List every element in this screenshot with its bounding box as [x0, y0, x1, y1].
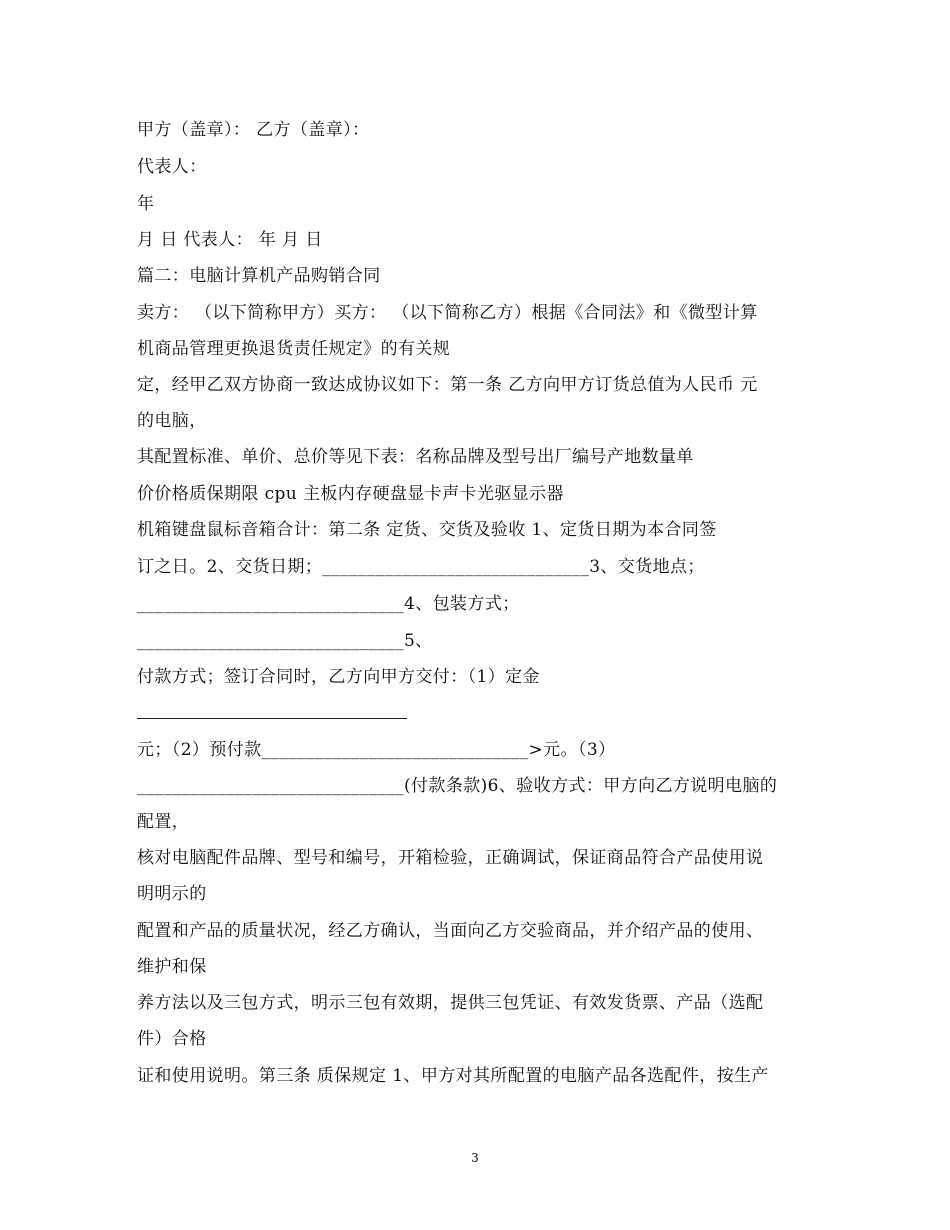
blank-underline — [137, 718, 407, 719]
text-line: 维护和保 — [137, 957, 207, 977]
text-line: 定，经甲乙双方协商一致达成协议如下：第一条 乙方向甲方订货总值为人民币 元 — [137, 375, 758, 395]
text-line: 篇二：电脑计算机产品购销合同 — [137, 266, 381, 286]
text-line: 甲方（盖章）： 乙方（盖章）： — [137, 120, 370, 140]
text-line: 明明示的 — [137, 884, 207, 904]
text-line: ______________________________5、 — [137, 631, 433, 651]
text-line: ______________________________4、包装方式； — [137, 594, 520, 614]
text-line: 年 — [137, 194, 155, 214]
text-line: 卖方： （以下简称甲方）买方： （以下简称乙方）根据《合同法》和《微型计算 — [137, 303, 758, 323]
text-line: 其配置标准、单价、总价等见下表：名称品牌及型号出厂编号产地数量单 — [137, 447, 694, 467]
text-line: 配置和产品的质量状况，经乙方确认，当面向乙方交验商品，并介绍产品的使用、 — [137, 921, 764, 941]
text-line: 的电脑， — [137, 411, 207, 431]
text-line: 证和使用说明。第三条 质保规定 1、甲方对其所配置的电脑产品各选配件，按生产 — [137, 1066, 769, 1086]
text-line: 配置， — [137, 812, 190, 832]
text-line: ______________________________(付款条款)6、验收方式：甲方向乙方说明电脑的 — [137, 776, 778, 796]
text-line: 养方法以及三包方式，明示三包有效期，提供三包凭证、有效发货票、产品（选配 — [137, 993, 764, 1013]
text-line: 代表人： — [137, 157, 207, 177]
text-line: 付款方式；签订合同时，乙方向甲方交付：（1）定金 — [137, 667, 540, 687]
text-line: 机商品管理更换退货责任规定》的有关规 — [137, 339, 451, 359]
text-line: 元；（2）预付款______________________________>元。（3） — [137, 740, 616, 760]
text-line: 核对电脑配件品牌、型号和编号，开箱检验，正确调试，保证商品符合产品使用说 — [137, 848, 764, 868]
text-line: 价价格质保期限 cpu 主板内存硬盘显卡声卡光驱显示器 — [137, 484, 564, 504]
text-line: 订之日。2、交货日期；______________________________3、交货地点； — [137, 557, 705, 577]
text-line: 件）合格 — [137, 1029, 207, 1049]
text-line: 机箱键盘鼠标音箱合计：第二条 定货、交货及验收 1、定货日期为本合同签 — [137, 520, 717, 540]
text-line: 月 日 代表人： 年 月 日 — [137, 230, 323, 250]
page-number: 3 — [471, 1151, 479, 1165]
